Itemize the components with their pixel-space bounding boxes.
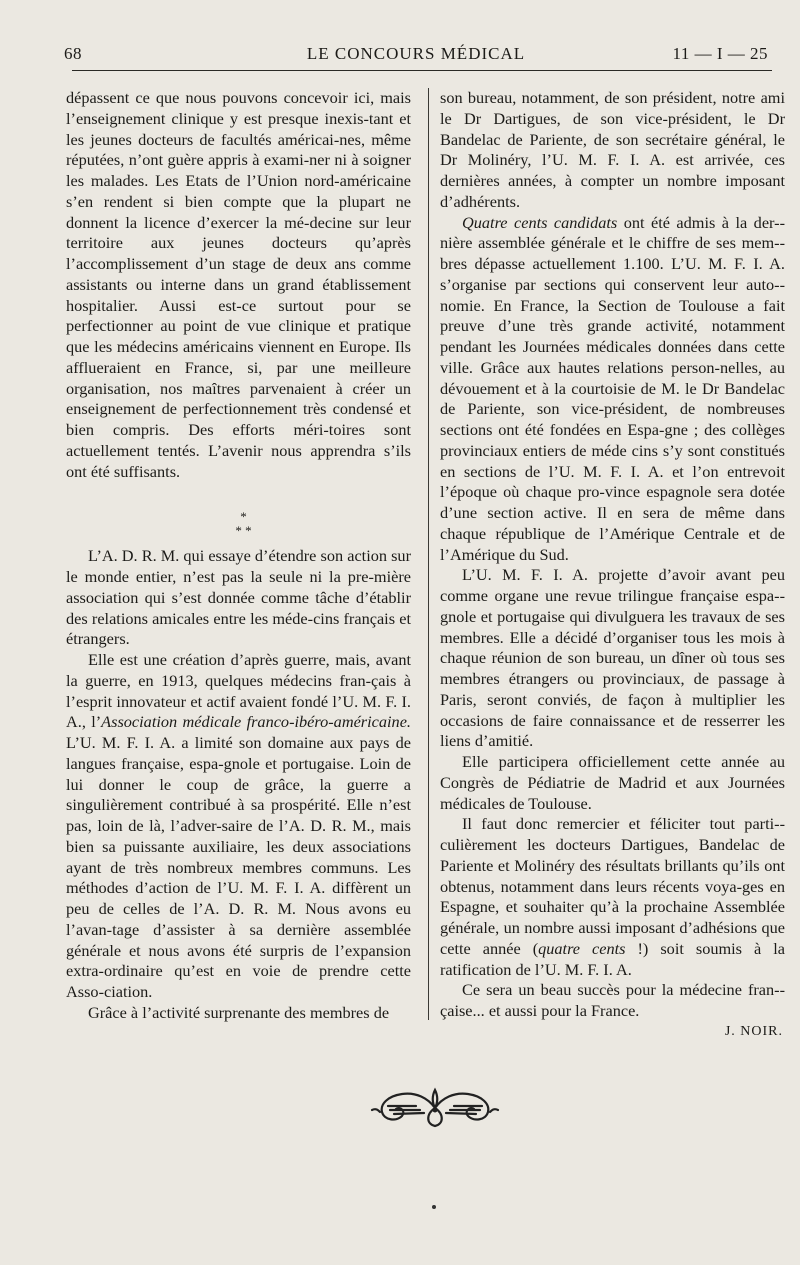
text-run: ont été admis à la der-nière assemblée générale et le chiffre de ses mem-bres dépasse actuellement 1.100. L’U. M. F. I. A. s’organise par sections qui conservent leur auto-nomie. En France, la Section de Toulouse a fait preuve d’une très grande activité, notamment pendant les Journées médicales données dans cette ville. Grâce aux hautes relations person-nelles, au dévouement et à la courtoisie de M. le Dr Bandelac de Pariente, son vice-président, de nombreuses sections ont été fondées en Espa-gne ; des collèges provinciaux entiers de méde cins s’y sont constitués en sections de l’U. M. F. I. A. et l’on entrevoit l’époque où chaque pro-vince espagnole sera dotée d’une section active. Il en sera de même dans chaque république de l’Amérique Centrale et de l’Amérique du Sud. bbox=[440, 212, 785, 564]
text-run: Elle est une création d’après guerre, mais, avant la guerre, en 1913, quelques médecins fran-çais à l’esprit innovateur et actif avaient fondé l’U. M. F. I. A., l’ bbox=[66, 650, 411, 732]
emphasis-text: Quatre cents candidats bbox=[462, 212, 618, 232]
left-column bbox=[66, 88, 411, 1024]
paragraph: L’U. M. F. I. A. projette d’avoir avant peu comme organe une revue trilingue française espa-gnole et portugaise qui divulguera les travaux de ses membres. Elle a décidé d’organiser tous les mois à chaque réunion de son bureau, un dîner où tous ses membres étrangers ou provinciaux, de passage à Paris, seront conviés, de façon à multiplier les occasions de faire connaissance et de resserrer les liens d’amitié. bbox=[440, 565, 785, 751]
text-run: !) soit soumis à la ratification de l’U. M. F. I. A. bbox=[440, 938, 786, 979]
association-name: Association médicale franco-ibéro-américaine. bbox=[101, 712, 411, 732]
author-signature: J. NOIR. bbox=[724, 1023, 783, 1039]
issue-date: 11 — I — 25 bbox=[672, 44, 768, 63]
page-number: 68 bbox=[64, 44, 82, 63]
paragraph: L’A. D. R. M. qui essaye d’étendre son action sur le monde entier, n’est pas la seule ni la pre-mière association qui s’est donnée comme tâche d’établir des relations amicales entre les méde-cins français et étrangers. bbox=[66, 546, 411, 649]
column-divider bbox=[428, 88, 429, 1020]
page-header bbox=[64, 44, 768, 68]
paragraph bbox=[440, 213, 785, 566]
text-run: Il faut donc remercier et féliciter tout parti-culièrement les docteurs Dartigues, Bandelac de Pariente et Molinéry des résultats brillants qu’ils ont obtenus, notamment dans leurs récents voya-ges en Espagne, et souhaiter qu’à la prochaine Assemblée générale, un nombre aussi imposant d’adhésions que cette année ( bbox=[440, 814, 785, 958]
text-run: L’U. M. F. I. A. a limité son domaine aux pays de langues française, espa-gnole et portugaise. Loin de lui donner le coup de grâce, la guerre a singulièrement contribué à sa prospérité. Elle n’est pas, loin de là, l’adver-saire de l’A. D. R. M., mais bien sa puissante auxiliaire, les deux associations ayant de très nombreux membres communs. Les méthodes d’action de l’U. M. F. I. A. diffèrent un peu de celles de l’A. D. R. M. Nous avons eu l’avan-tage d’assister à sa dernière assemblée générale et nous avons été surpris de l’expansion extra-ordinaire qu’est en voie de prendre cette Asso-ciation. bbox=[66, 733, 411, 1001]
paragraph bbox=[66, 650, 411, 1003]
separator-star-top: * bbox=[240, 509, 247, 525]
separator-stars-bottom: * * bbox=[235, 523, 252, 539]
paragraph: Grâce à l’activité surprenante des membres de bbox=[88, 1002, 390, 1022]
header-rule bbox=[72, 70, 772, 71]
paragraph: son bureau, notamment, de son président, notre ami le Dr Dartigues, de son vice-président, le Dr Bandelac de Pariente, de son secrétaire général, le Dr Molinéry, l’U. M. F. I. A. est arrivée, ces dernières années, à compter un nombre imposant d’adhérents. bbox=[440, 88, 785, 211]
journal-title: LE CONCOURS MÉDICAL bbox=[306, 44, 526, 63]
section-separator bbox=[66, 482, 411, 546]
paragraph bbox=[440, 814, 785, 980]
ornament-icon bbox=[368, 1080, 502, 1130]
paragraph: Elle participera officiellement cette année au Congrès de Pédiatrie de Madrid et aux Journées médicales de Toulouse. bbox=[440, 752, 785, 813]
emphasis-text: quatre cents bbox=[538, 938, 626, 958]
paragraph: dépassent ce que nous pouvons concevoir ici, mais l’enseignement clinique y est presque inexis-tant et les jeunes docteurs de facultés américai-nes, même réputées, n’ont guère appris à exami-ner ni à soigner les malades. Les Etats de l’Union nord-américaine s’en rendent si bien compte que la plupart ne donnent la licence d’exercer la mé-decine sur leur territoire aux jeunes docteurs qu’après l’accomplissement d’un stage de deux ans comme assistants ou interne dans un grand établissement hospitalier. Aussi est-ce surtout pour se perfectionner au point de vue clinique et pratique que les médecins américains viennent en Europe. Ils afflueraient en France, si, par une meilleure organisation, nos maîtres parvenaient à créer un enseignement de perfectionnement très condensé et bien compris. Des efforts méri-toires sont actuellement tentés. L’avenir nous apprendra s’ils ont été suffisants. bbox=[66, 88, 411, 481]
right-column bbox=[440, 88, 785, 1043]
paragraph: Ce sera un beau succès pour la médecine fran-çaise... et aussi pour la France. bbox=[440, 980, 785, 1020]
page-mark bbox=[432, 1205, 436, 1209]
